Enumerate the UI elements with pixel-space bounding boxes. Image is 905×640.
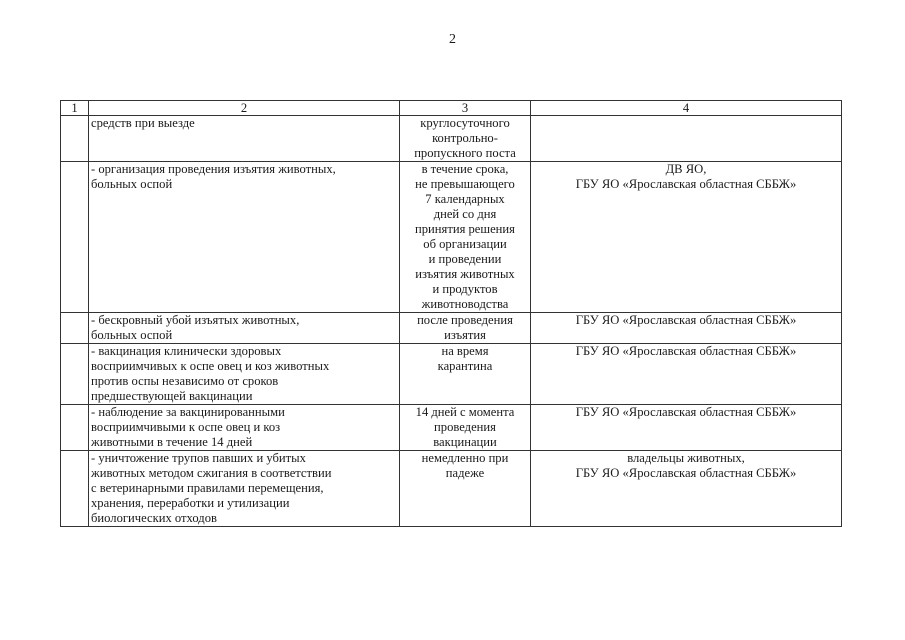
cell-text-line: 14 дней с момента — [415, 405, 515, 419]
cell-text-line: и продуктов — [432, 282, 498, 296]
cell-text-line: на время — [441, 344, 489, 358]
table-row — [61, 116, 842, 162]
cell-text-line: падеже — [445, 466, 485, 480]
cell-col-3 — [400, 344, 531, 405]
table-body — [61, 116, 842, 527]
cell-text-line: изъятия животных — [415, 267, 515, 281]
cell-text-line: вакцинации — [433, 435, 497, 449]
cell-text-line: животноводства — [421, 297, 509, 311]
cell-col-4 — [531, 313, 842, 344]
cell-text-line: немедленно при — [421, 451, 509, 465]
cell-col-4 — [531, 116, 842, 162]
cell-text-line: об организации — [423, 237, 507, 251]
cell-text-line: восприимчивыми к оспе овец и коз — [91, 420, 281, 434]
header-col-3: 3 — [400, 101, 531, 116]
cell-col-4 — [531, 162, 842, 313]
cell-col-1 — [61, 451, 89, 527]
cell-col-2 — [89, 116, 400, 162]
cell-col-3 — [400, 313, 531, 344]
cell-text-line: владельцы животных, — [627, 451, 745, 465]
cell-text-line: - уничтожение трупов павших и убитых — [91, 451, 306, 465]
cell-text-line: проведения — [434, 420, 496, 434]
cell-text-line: ГБУ ЯО «Ярославская областная СББЖ» — [575, 177, 797, 191]
cell-text-line: 7 календарных — [425, 192, 505, 206]
header-col-4: 4 — [531, 101, 842, 116]
cell-col-2 — [89, 313, 400, 344]
cell-text-line: - организация проведения изъятия животных, — [91, 162, 336, 176]
cell-text-line: ГБУ ЯО «Ярославская областная СББЖ» — [575, 466, 797, 480]
table-row — [61, 451, 842, 527]
cell-text-line: дней со дня — [433, 207, 497, 221]
cell-text-line: хранения, переработки и утилизации — [91, 496, 290, 510]
cell-col-4 — [531, 451, 842, 527]
cell-text-line: животными в течение 14 дней — [91, 435, 253, 449]
cell-text-line: в течение срока, — [421, 162, 509, 176]
measures-table — [60, 100, 842, 527]
table-row — [61, 313, 842, 344]
cell-text-line: круглосуточного — [420, 116, 510, 130]
cell-col-1 — [61, 405, 89, 451]
page-number: 2 — [449, 32, 456, 47]
cell-text-line: больных оспой — [91, 328, 173, 342]
table-row — [61, 344, 842, 405]
cell-col-1 — [61, 313, 89, 344]
cell-text-line: не превышающего — [415, 177, 515, 191]
cell-col-1 — [61, 162, 89, 313]
cell-col-1 — [61, 116, 89, 162]
cell-col-2 — [89, 451, 400, 527]
cell-text-line: и проведении — [428, 252, 502, 266]
cell-col-3 — [400, 116, 531, 162]
cell-text-line: ДВ ЯО, — [665, 162, 707, 176]
cell-text-line: - вакцинация клинически здоровых — [91, 344, 282, 358]
cell-text-line: с ветеринарными правилами перемещения, — [91, 481, 324, 495]
cell-text-line: контрольно- — [432, 131, 498, 145]
cell-col-2 — [89, 405, 400, 451]
cell-col-2 — [89, 344, 400, 405]
cell-col-2 — [89, 162, 400, 313]
cell-col-4 — [531, 405, 842, 451]
header-col-2: 2 — [89, 101, 400, 116]
cell-text-line: пропускного поста — [414, 146, 516, 160]
table-header-row — [61, 101, 842, 116]
table-row — [61, 405, 842, 451]
cell-text-line: ГБУ ЯО «Ярославская областная СББЖ» — [575, 405, 797, 419]
header-col-1: 1 — [61, 101, 89, 116]
table-row — [61, 162, 842, 313]
cell-text-line: - наблюдение за вакцинированными — [91, 405, 285, 419]
cell-col-3 — [400, 405, 531, 451]
cell-text-line: принятия решения — [415, 222, 515, 236]
cell-text-line: карантина — [437, 359, 493, 373]
cell-text-line: восприимчивых к оспе овец и коз животных — [91, 359, 330, 373]
cell-text-line: биологических отходов — [91, 511, 217, 525]
cell-col-3 — [400, 451, 531, 527]
cell-text-line: больных оспой — [91, 177, 173, 191]
cell-text-line: ГБУ ЯО «Ярославская областная СББЖ» — [575, 344, 797, 358]
cell-col-3 — [400, 162, 531, 313]
cell-text-line: - бескровный убой изъятых животных, — [91, 313, 300, 327]
cell-text-line: животных методом сжигания в соответствии — [91, 466, 332, 480]
cell-col-4 — [531, 344, 842, 405]
cell-text-line: ГБУ ЯО «Ярославская областная СББЖ» — [575, 313, 797, 327]
cell-text-line: после проведения — [417, 313, 513, 327]
cell-text-line: изъятия — [444, 328, 486, 342]
cell-text-line: предшествующей вакцинации — [91, 389, 253, 403]
cell-col-1 — [61, 344, 89, 405]
cell-text-line: средств при выезде — [91, 116, 195, 130]
cell-text-line: против оспы независимо от сроков — [91, 374, 279, 388]
